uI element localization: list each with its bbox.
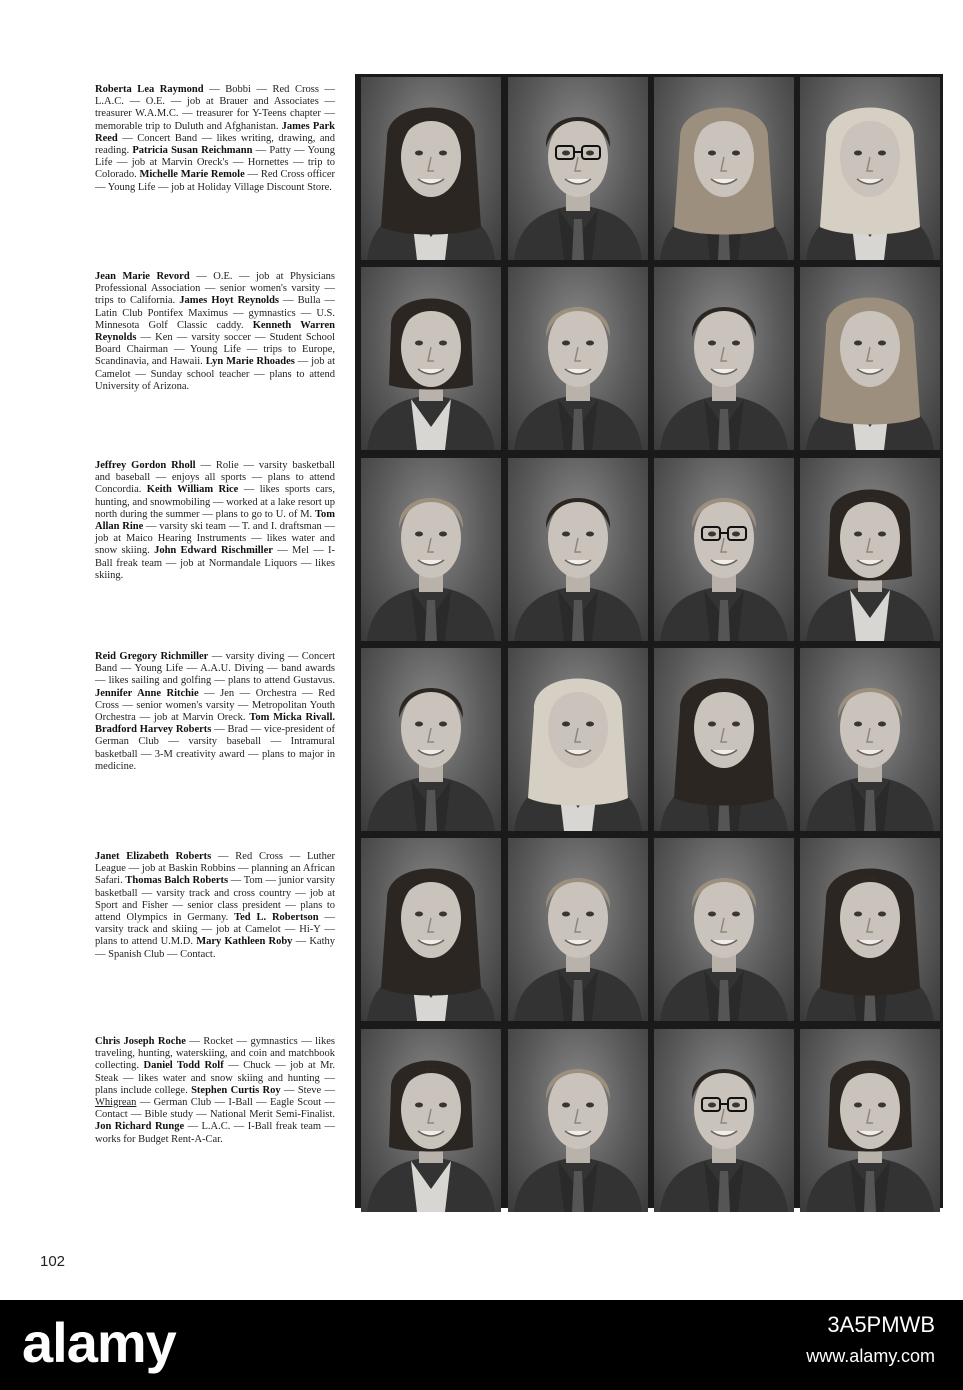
student-portrait: [654, 1029, 794, 1212]
student-portrait: [361, 267, 501, 450]
bio-text: — Brad — vice-president of German Club — varsity baseball — Intramural basketball — 3-M creativity award — plans to major in medicine.: [95, 724, 335, 772]
student-portrait: [508, 1029, 648, 1212]
student-name: Tom Allan Rine: [95, 508, 335, 533]
bio-text: — Mel — I-Ball freak team — job at Normandale Liquors — likes skiing.: [95, 545, 336, 581]
student-name: Reid Gregory Richmiller: [95, 651, 209, 662]
bio-text: — Tom — junior varsity basketball — varsity track and cross country — job at Sport and Fisher — senior class president — plans to attend Olympics in Germany.: [95, 875, 335, 924]
watermark-bar: [0, 1300, 963, 1390]
bio-block: [95, 271, 335, 393]
student-portrait: [654, 77, 794, 260]
student-portrait: [800, 267, 940, 450]
student-name: James Hoyt Reynolds: [179, 295, 280, 307]
student-portrait: [654, 267, 794, 450]
student-name: Jon Richard Runge: [95, 1121, 185, 1133]
bio-text: — Rolie — varsity basketball and baseball — enjoys all sports — plans to attend Concordia.: [95, 460, 335, 496]
bio-block: [95, 851, 335, 961]
student-name: Janet Elizabeth Roberts: [95, 851, 212, 862]
student-portrait: [654, 648, 794, 831]
student-name: Stephen Curtis Roy: [191, 1084, 281, 1096]
bio-block: [95, 651, 335, 773]
student-portrait: [361, 77, 501, 260]
bio-text: — Rocket — gymnastics — likes traveling, hunting, waterskiing, and coin and matchbook collecting.: [95, 1036, 335, 1072]
student-name: Tom Micka Rivall. Bradford Harvey Roberts: [95, 712, 335, 736]
bio-text: — Concert Band — likes writing, drawing, and reading.: [95, 132, 335, 157]
alamy-logo: alamy: [22, 1311, 176, 1374]
student-portrait: [800, 458, 940, 641]
bio-block: [95, 1036, 335, 1146]
student-portrait: [361, 838, 501, 1021]
student-name: Michelle Marie Remole: [139, 169, 245, 181]
image-id: 3A5PMWB: [827, 1312, 935, 1337]
student-portrait: [508, 648, 648, 831]
bio-text: — Red Cross officer — Young Life — job at Holiday Village Discount Store.: [95, 169, 335, 193]
portrait-grid: [355, 74, 943, 1208]
bio-text: — Bobbi — Red Cross — L.A.C. — O.E. — job at Brauer and Associates — treasurer W.A.M.C. — treasurer for Y-Teens chapter — memorable trip to Duluth and Afghanistan.: [95, 84, 335, 132]
student-portrait: [508, 77, 648, 260]
student-portrait: [508, 838, 648, 1021]
student-name: Daniel Todd Rolf: [143, 1060, 224, 1072]
bio-text: — Bulla — Latin Club Pontifex Maximus — gymnastics — U.S. Minnesota Golf Classic caddy.: [95, 295, 335, 331]
student-name: John Edward Rischmiller: [154, 545, 273, 557]
student-name: Roberta Lea Raymond: [95, 84, 204, 95]
student-name: Thomas Balch Roberts: [125, 875, 229, 887]
bio-text: — varsity diving — Concert Band — Young Life — A.A.U. Diving — band awards — likes sailing and golfing — plans to attend Gustavus.: [95, 651, 336, 687]
bio-text: — job at Camelot — Sunday school teacher — plans to attend University of Arizona.: [95, 356, 336, 392]
student-name: Lyn Marie Rhoades: [205, 356, 295, 368]
student-name: Kenneth Warren Reynolds: [95, 319, 335, 344]
student-name: Jeffrey Gordon Rholl: [95, 460, 196, 471]
student-name: Keith William Rice: [146, 484, 239, 496]
student-portrait: [508, 267, 648, 450]
bio-block: [95, 460, 335, 582]
student-portrait: [800, 838, 940, 1021]
student-name: Jean Marie Revord: [95, 271, 190, 282]
student-name: Chris Joseph Roche: [95, 1036, 186, 1047]
student-portrait: [800, 77, 940, 260]
student-name: Mary Kathleen Roby: [196, 936, 293, 948]
bio-text: Whigrean: [95, 1097, 137, 1109]
student-portrait: [654, 458, 794, 641]
student-portrait: [654, 838, 794, 1021]
student-name: Ted L. Robertson: [234, 912, 319, 924]
bio-text: — likes sports cars, hunting, and snowmobiling — worked at a lake resort up north during the summer — plans to go to U. of M.: [95, 484, 335, 520]
bio-text: — Kathy — Spanish Club — Contact.: [95, 936, 335, 960]
student-portrait: [361, 458, 501, 641]
bio-text: — Ken — varsity soccer — Student School Board Chairman — Young Life — trips to Europe, Scandinavia, and Hawaii.: [95, 332, 335, 368]
bio-text: — L.A.C. — I-Ball freak team — works for Budget Rent-A-Car.: [95, 1121, 336, 1145]
student-name: Patricia Susan Reichmann: [132, 145, 253, 157]
bio-text: — Steve —: [280, 1084, 336, 1096]
student-portrait: [361, 648, 501, 831]
student-portrait: [800, 1029, 940, 1212]
student-name: James Park Reed: [95, 120, 335, 144]
student-name: Jennifer Anne Ritchie: [95, 687, 199, 699]
student-portrait: [508, 458, 648, 641]
bio-text: — varsity track and skiing — job at Camelot — Hi-Y — plans to attend U.M.D.: [95, 912, 335, 948]
bio-text: — Chuck — job at Mr. Steak — likes water and snow skiing and hunting — plans include college.: [95, 1060, 335, 1096]
bio-block: [95, 84, 335, 194]
page-number: 102: [40, 1253, 66, 1270]
bio-text: — German Club — I-Ball — Eagle Scout — Contact — Bible study — National Merit Semi-Finalist.: [95, 1097, 335, 1121]
site-url: www.alamy.com: [806, 1346, 935, 1366]
student-portrait: [361, 1029, 501, 1212]
bio-text: — O.E. — job at Physicians Professional Association — senior women's varsity — trips to California.: [95, 271, 335, 307]
bio-text: — Jen — Orchestra — Red Cross — senior women's varsity — Metropolitan Youth Orchestra — job at Marvin Oreck.: [95, 687, 335, 724]
bio-text: — Red Cross — Luther League — job at Baskin Robbins — planning an African Safari.: [95, 851, 335, 887]
student-portrait: [800, 648, 940, 831]
bio-text: — Patty — Young Life — job at Marvin Oreck's — Hornettes — trip to Colorado.: [95, 145, 335, 181]
bio-text: — varsity ski team — T. and I. draftsman — job at Maico Hearing Instruments — likes water and snow skiing.: [95, 521, 335, 557]
